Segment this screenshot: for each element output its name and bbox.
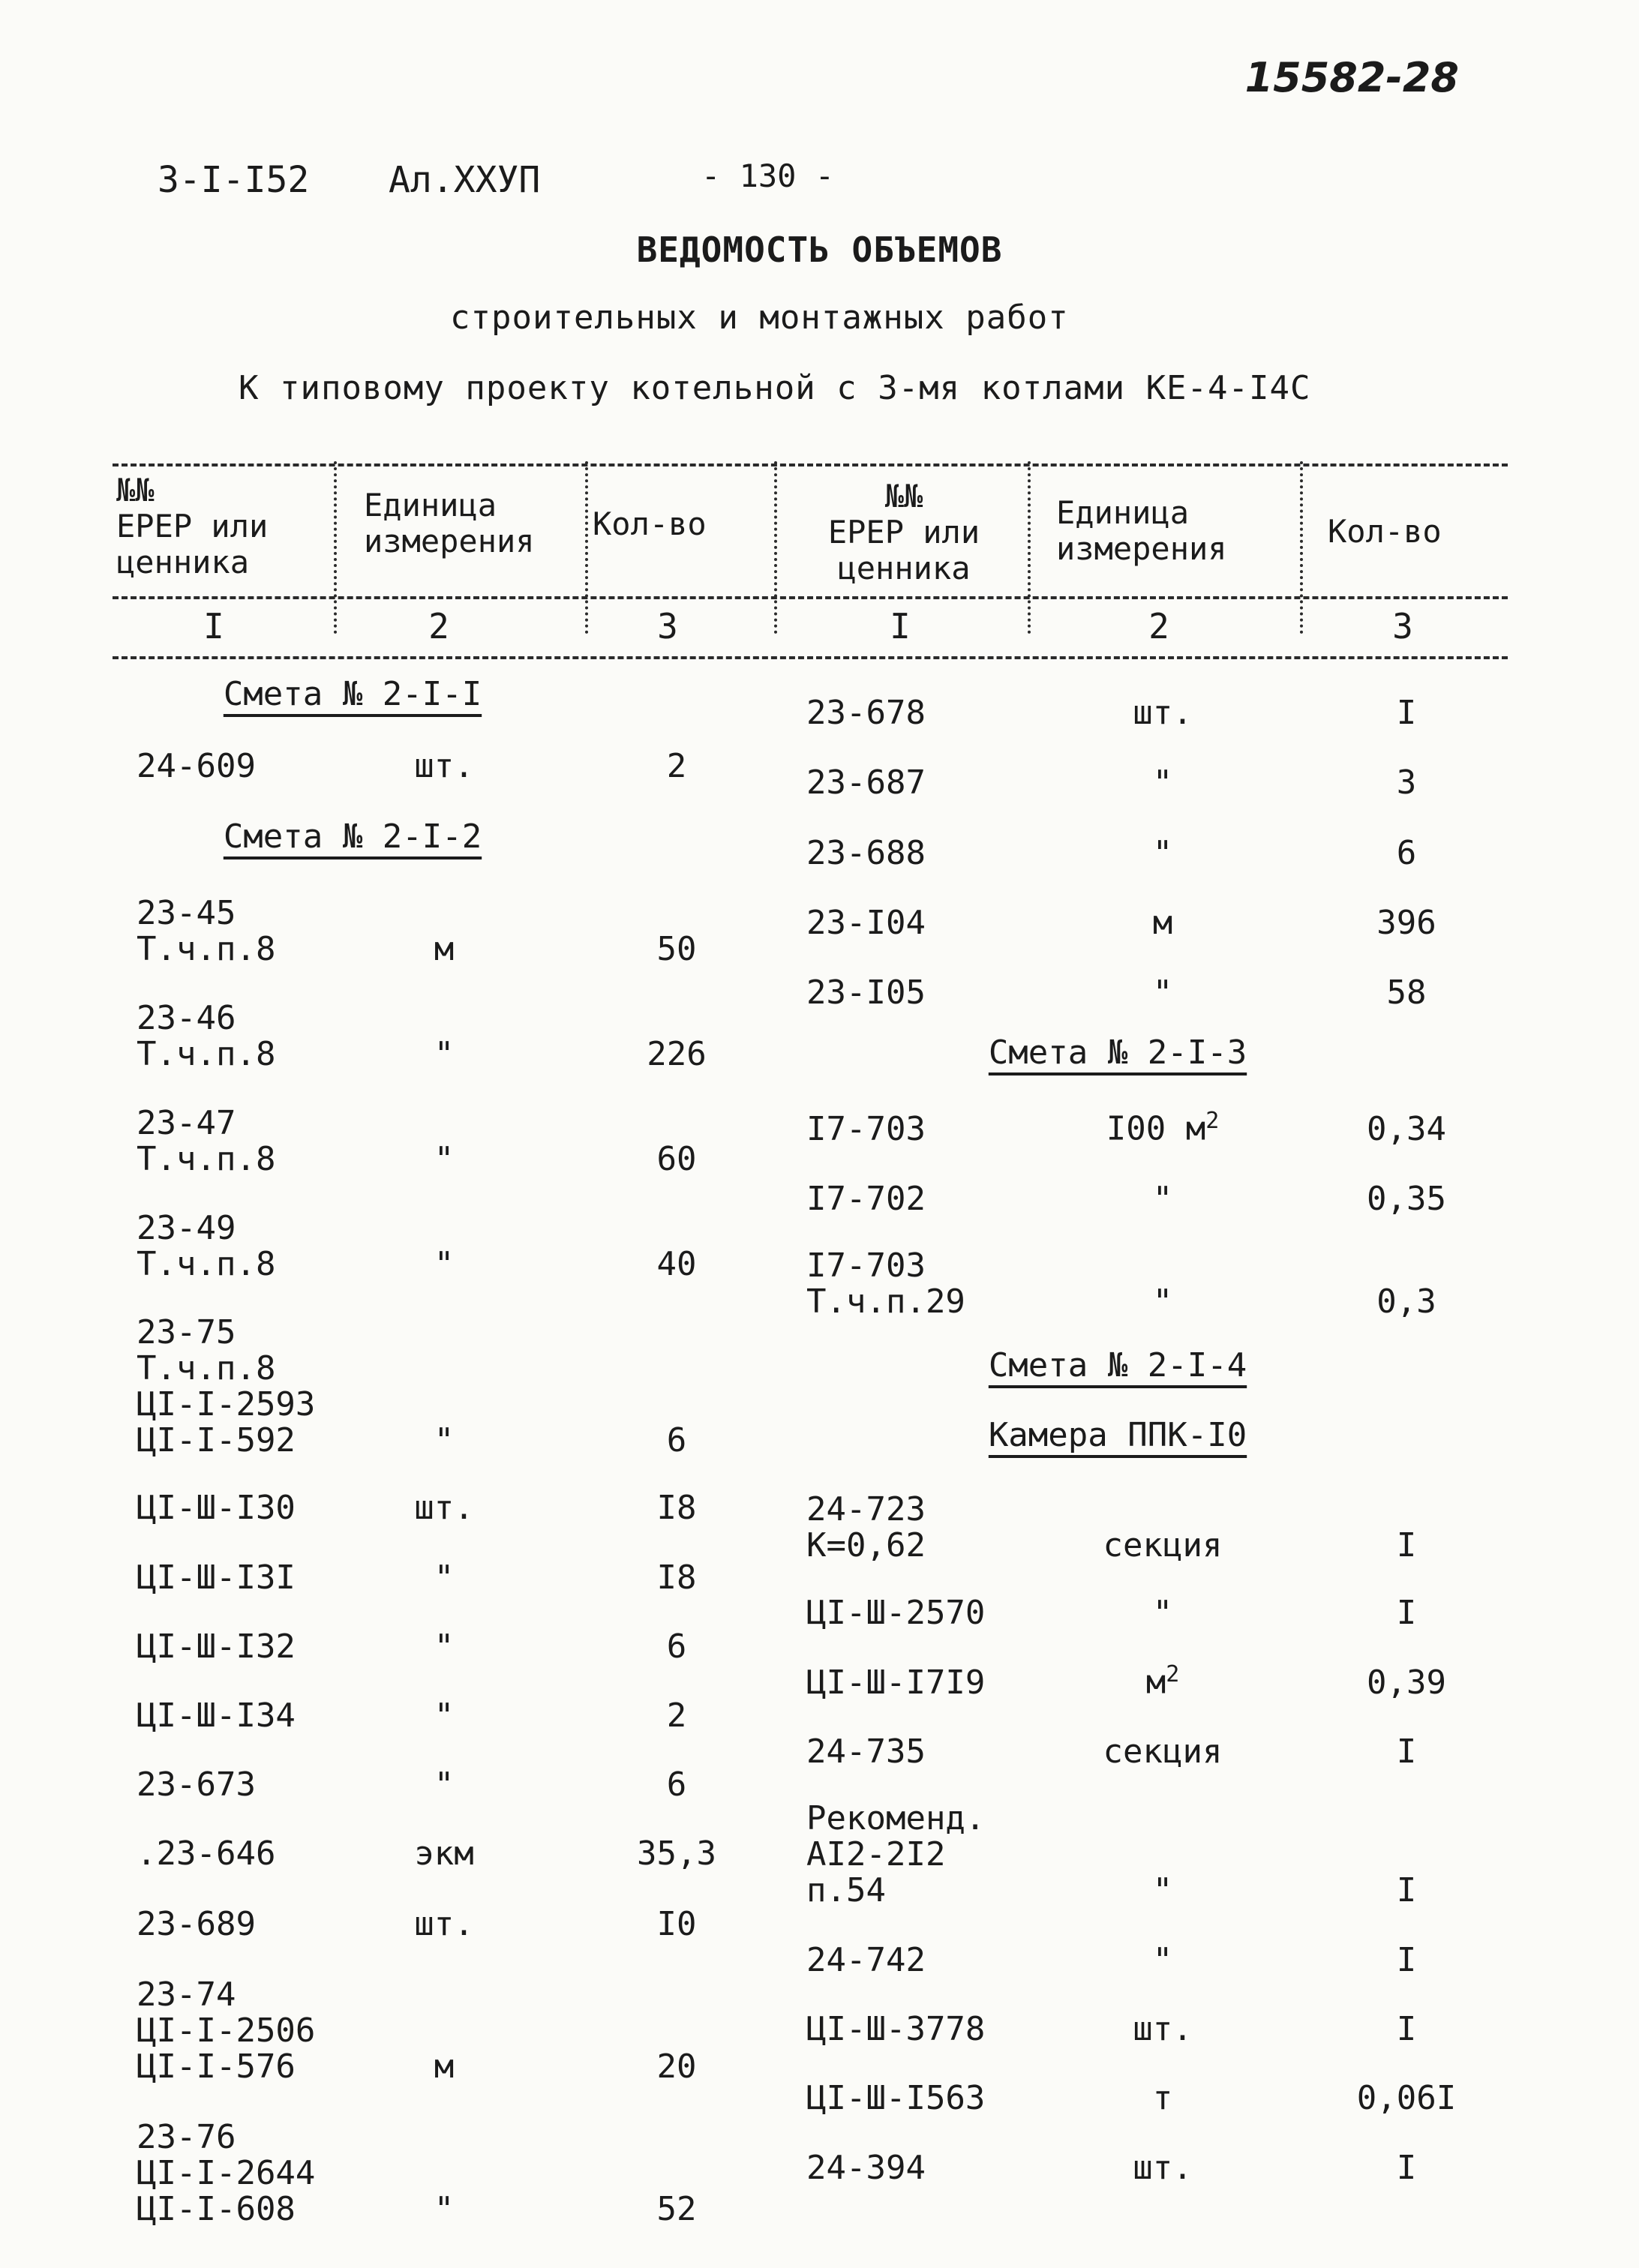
- row-unit: ": [434, 1245, 455, 1283]
- row-code: ЦI-Ш-2570: [806, 1594, 986, 1632]
- table-row: [806, 1589, 1481, 1631]
- row-unit: ": [434, 2190, 455, 2228]
- row-code: 23-673: [137, 1766, 256, 1804]
- row-qty: I: [1396, 1732, 1417, 1771]
- row-unit: м: [434, 930, 455, 968]
- row-code: 24-609: [137, 747, 256, 785]
- document-project-line: К типовому проекту котельной с 3-мя котлами КЕ-4-I4С: [239, 369, 1311, 407]
- row-code: 23-45 Т.ч.п.8: [137, 894, 276, 968]
- table-row: [137, 1761, 737, 1803]
- series-code: 3-I-I52: [158, 159, 310, 201]
- row-unit: экм: [414, 1834, 474, 1873]
- row-qty: 396: [1376, 904, 1436, 942]
- table-row: [137, 994, 737, 1072]
- header-divider: [1300, 461, 1303, 634]
- row-qty: I: [1396, 1594, 1417, 1632]
- row-unit: шт.: [1133, 2010, 1193, 2048]
- row-unit: м: [434, 2048, 455, 2086]
- row-unit: ": [1152, 974, 1173, 1012]
- row-unit: шт.: [414, 1489, 474, 1527]
- row-code: 23-I05: [806, 974, 926, 1012]
- row-qty: 0,3: [1376, 1282, 1436, 1321]
- row-unit: $м^2$: [1145, 1661, 1180, 1702]
- row-qty: 0,35: [1367, 1180, 1446, 1218]
- row-unit: ": [1152, 1180, 1173, 1218]
- table-row: [137, 2114, 737, 2228]
- row-code: ЦI-Ш-I3I: [137, 1558, 296, 1597]
- row-code: I7-703: [806, 1110, 926, 1148]
- row-unit: ": [434, 1140, 455, 1178]
- column-number: 3: [657, 606, 678, 646]
- row-code: 23-688: [806, 834, 926, 872]
- header-divider: [585, 461, 588, 634]
- table-row: [806, 759, 1481, 801]
- header-divider: [334, 461, 337, 634]
- column-header-code-right: №№ ЕРЕР или ценника: [827, 478, 980, 586]
- column-header-unit-right: Единица измерения: [1056, 494, 1227, 567]
- table-row: [806, 1795, 1481, 1909]
- table-row: [806, 899, 1481, 941]
- row-unit: ": [1152, 1941, 1173, 1979]
- table-row: [806, 1242, 1481, 1320]
- table-row: [137, 742, 737, 784]
- table-row: [137, 1971, 737, 2085]
- section-title-estimate-2-1-4: Смета № 2-I-4: [988, 1346, 1247, 1384]
- row-qty: 58: [1386, 974, 1427, 1012]
- row-qty: I: [1396, 1871, 1417, 1910]
- row-unit: ": [434, 1558, 455, 1597]
- row-qty: 6: [666, 1628, 687, 1666]
- row-code: 24-394: [806, 2149, 926, 2187]
- table-row: [806, 830, 1481, 872]
- header-divider: [774, 461, 777, 634]
- table-row: [806, 1106, 1481, 1148]
- row-code: 23-678: [806, 694, 926, 732]
- row-qty: I: [1396, 694, 1417, 732]
- row-code: 24-735: [806, 1732, 926, 1771]
- row-qty: 2: [666, 1696, 687, 1735]
- column-header-qty-left: Кол-во: [593, 506, 707, 542]
- document-number: 15582-28: [1244, 54, 1459, 101]
- row-code: 23-687: [806, 764, 926, 802]
- table-row: [137, 1554, 737, 1596]
- row-unit: ": [434, 1421, 455, 1460]
- row-qty: I: [1396, 1941, 1417, 1979]
- row-qty: 40: [656, 1245, 697, 1283]
- row-unit: шт.: [1133, 2149, 1193, 2187]
- row-code: 23-75 Т.ч.п.8 ЦI-I-2593 ЦI-I-592: [137, 1313, 316, 1460]
- table-row: [137, 1830, 737, 1872]
- table-row: [806, 1659, 1481, 1701]
- row-qty: 20: [656, 2048, 697, 2086]
- table-row: [137, 890, 737, 968]
- table-row: [137, 1309, 737, 1459]
- album-number: Ал.ХХУП: [389, 159, 541, 201]
- row-code: I7-702: [806, 1180, 926, 1218]
- table-row: [806, 1175, 1481, 1217]
- row-qty: 6: [666, 1766, 687, 1804]
- row-unit: ": [1152, 1871, 1173, 1910]
- row-unit: м: [1152, 904, 1173, 942]
- row-qty: I: [1396, 2149, 1417, 2187]
- row-qty: 6: [666, 1421, 687, 1460]
- row-code: 24-723 К=0,62: [806, 1490, 926, 1564]
- table-row: [137, 1484, 737, 1526]
- row-qty: I0: [656, 1905, 697, 1943]
- column-number: 3: [1392, 606, 1413, 646]
- section-title-estimate-2-1-1: Смета № 2-I-I: [223, 675, 482, 713]
- table-row: [806, 2074, 1481, 2116]
- row-code: ЦI-Ш-I563: [806, 2079, 986, 2117]
- row-unit: ": [434, 1628, 455, 1666]
- row-qty: 50: [656, 930, 697, 968]
- row-code: .23-646: [137, 1834, 276, 1873]
- table-row: [806, 1936, 1481, 1978]
- document-subtitle: строительных и монтажных работ: [450, 298, 1069, 337]
- row-unit: ": [434, 1035, 455, 1073]
- table-row: [806, 969, 1481, 1011]
- row-qty: 52: [656, 2190, 697, 2228]
- column-header-code-left: №№ ЕРЕР или ценника: [116, 472, 269, 580]
- row-qty: 3: [1396, 764, 1417, 802]
- row-unit: секция: [1103, 1732, 1223, 1771]
- row-qty: 0,39: [1367, 1664, 1446, 1702]
- row-unit: I00 $м^2$: [1106, 1108, 1220, 1148]
- column-header-unit-left: Единица измерения: [364, 487, 535, 560]
- row-qty: I8: [656, 1558, 697, 1597]
- row-code: 23-I04: [806, 904, 926, 942]
- header-bottom-rule: [113, 656, 1508, 659]
- row-code: Рекоменд. АI2-2I2 п.54: [806, 1799, 986, 1910]
- row-unit: шт.: [414, 747, 474, 785]
- row-qty: 0,06I: [1356, 2079, 1457, 2117]
- column-number: I: [203, 606, 224, 646]
- row-unit: ": [1152, 1594, 1173, 1632]
- section-subtitle-chamber: Камера ППК-I0: [988, 1416, 1247, 1454]
- row-code: ЦI-Ш-I32: [137, 1628, 296, 1666]
- page-number: - 130 -: [701, 158, 835, 194]
- row-qty: 2: [666, 747, 687, 785]
- table-row: [806, 689, 1481, 731]
- column-number: I: [890, 606, 911, 646]
- row-qty: 6: [1396, 834, 1417, 872]
- table-row: [137, 1204, 737, 1282]
- header-mid-rule: [113, 596, 1508, 599]
- table-row: [806, 1486, 1481, 1564]
- table-row: [137, 1623, 737, 1665]
- section-title-estimate-2-1-2: Смета № 2-I-2: [223, 818, 482, 856]
- table-row: [806, 1728, 1481, 1770]
- header-divider: [1028, 461, 1031, 634]
- row-code: ЦI-Ш-3778: [806, 2010, 986, 2048]
- row-code: I7-703 Т.ч.п.29: [806, 1246, 965, 1321]
- row-qty: 226: [647, 1035, 707, 1073]
- row-qty: I: [1396, 2010, 1417, 2048]
- row-code: ЦI-Ш-I34: [137, 1696, 296, 1735]
- row-qty: I: [1396, 1526, 1417, 1564]
- table-row: [806, 2144, 1481, 2186]
- table-row: [137, 1100, 737, 1178]
- row-qty: 60: [656, 1140, 697, 1178]
- row-unit: ": [434, 1696, 455, 1735]
- row-unit: ": [1152, 1282, 1173, 1321]
- section-title-estimate-2-1-3: Смета № 2-I-3: [988, 1034, 1247, 1072]
- row-unit: секция: [1103, 1526, 1223, 1564]
- row-qty: 35,3: [637, 1834, 716, 1873]
- row-unit: т: [1152, 2079, 1173, 2117]
- column-number: 2: [1148, 606, 1169, 646]
- row-code: 23-74 ЦI-I-2506 ЦI-I-576: [137, 1976, 316, 2086]
- row-qty: 0,34: [1367, 1110, 1446, 1148]
- row-unit: ": [1152, 834, 1173, 872]
- table-row: [137, 1692, 737, 1734]
- row-code: 23-76 ЦI-I-2644 ЦI-I-608: [137, 2118, 316, 2228]
- column-header-qty-right: Кол-во: [1328, 513, 1442, 550]
- header-top-rule: [113, 464, 1508, 466]
- table-row: [137, 1900, 737, 1942]
- row-code: 23-689: [137, 1905, 256, 1943]
- row-code: 23-47 Т.ч.п.8: [137, 1104, 276, 1178]
- table-row: [806, 2006, 1481, 2048]
- row-code: ЦI-Ш-I7I9: [806, 1664, 986, 1702]
- row-code: 23-49 Т.ч.п.8: [137, 1209, 276, 1283]
- document-title: ВЕДОМОСТЬ ОБЪЕМОВ: [636, 230, 1003, 270]
- row-code: ЦI-Ш-I30: [137, 1489, 296, 1527]
- row-code: 24-742: [806, 1941, 926, 1979]
- column-number: 2: [428, 606, 449, 646]
- row-qty: I8: [656, 1489, 697, 1527]
- row-unit: ": [1152, 764, 1173, 802]
- row-code: 23-46 Т.ч.п.8: [137, 999, 276, 1073]
- row-unit: ": [434, 1766, 455, 1804]
- row-unit: шт.: [1133, 694, 1193, 732]
- row-unit: шт.: [414, 1905, 474, 1943]
